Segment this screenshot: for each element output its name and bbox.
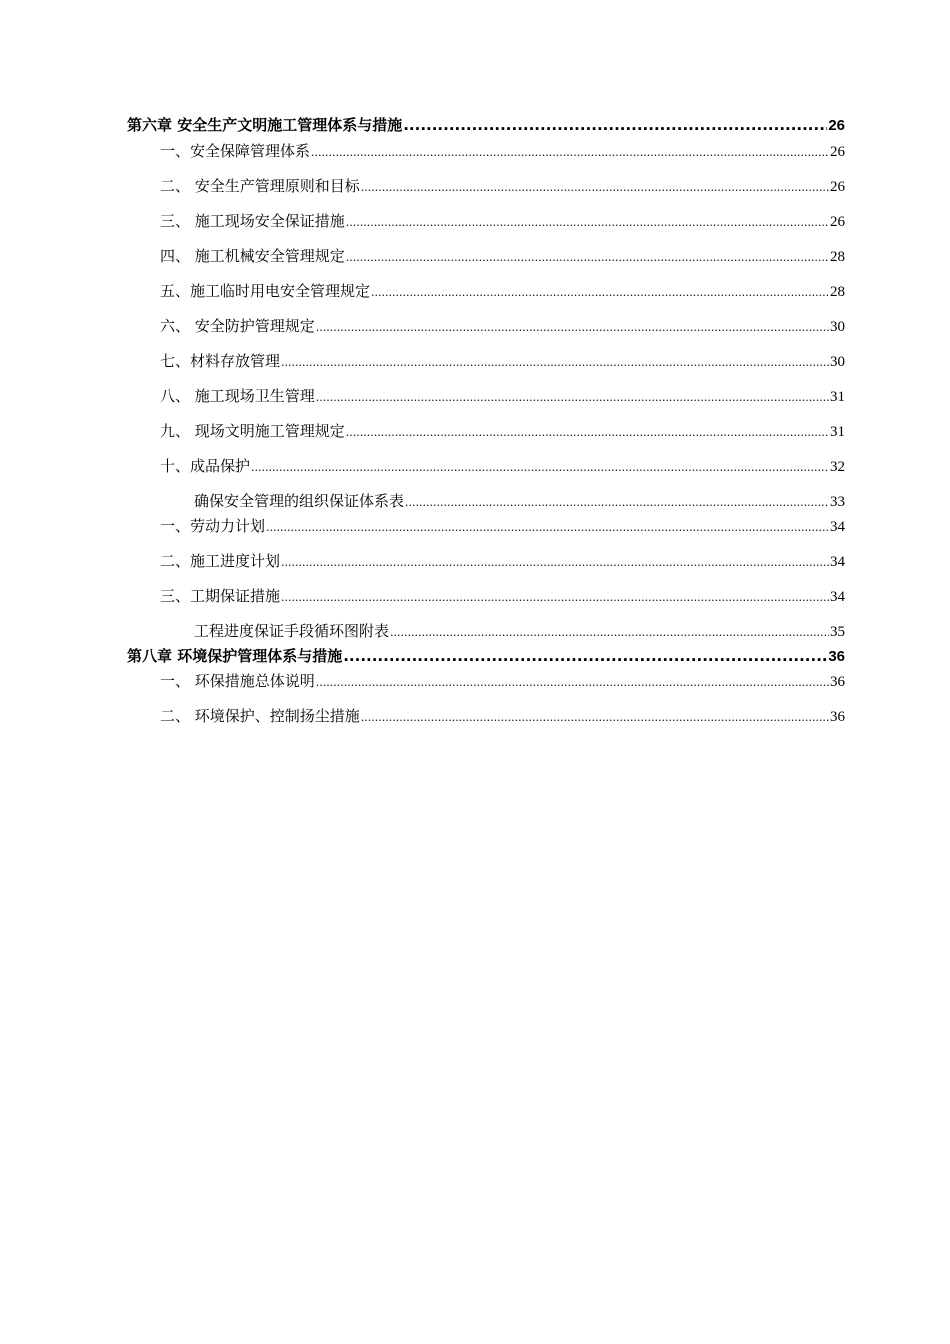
toc-entry-page: 35 (830, 624, 845, 640)
toc-entry[interactable] (160, 421, 845, 441)
toc-entry-title: 三、工期保证措施 (160, 587, 281, 605)
toc-dot-leader (361, 706, 829, 728)
toc-entry[interactable] (160, 176, 845, 196)
toc-entry[interactable] (160, 281, 845, 301)
toc-entry[interactable] (194, 621, 845, 641)
toc-entry-page: 36 (830, 709, 845, 725)
toc-dot-leader (281, 551, 829, 573)
toc-entry-page: 34 (830, 554, 845, 570)
toc-entry-title: 九、 现场文明施工管理规定 (160, 422, 345, 440)
toc-dot-leader (316, 671, 829, 693)
toc-entry[interactable] (160, 246, 845, 266)
toc-entry-title: 一、安全保障管理体系 (160, 142, 311, 160)
toc-entry[interactable] (127, 115, 845, 135)
toc-entry-page: 26 (830, 144, 845, 160)
toc-entry[interactable] (160, 586, 845, 606)
toc-entry-page: 33 (830, 494, 845, 510)
toc-entry[interactable] (160, 386, 845, 406)
toc-dot-leader (251, 456, 829, 478)
toc-entry[interactable] (160, 351, 845, 371)
toc-dot-leader (403, 115, 827, 135)
toc-entry-title: 一、劳动力计划 (160, 517, 266, 535)
toc-entry-page: 30 (830, 354, 845, 370)
toc-dot-leader (316, 386, 829, 408)
toc-entry-title: 五、施工临时用电安全管理规定 (160, 282, 371, 300)
toc-entry-title: 二、 环境保护、控制扬尘措施 (160, 707, 360, 725)
toc-entry-title: 八、 施工现场卫生管理 (160, 387, 315, 405)
toc-entry-page: 36 (830, 674, 845, 690)
toc-entry-page: 28 (830, 284, 845, 300)
toc-entry-title: 第六章 安全生产文明施工管理体系与措施 (127, 116, 403, 134)
toc-dot-leader (346, 211, 829, 233)
toc-entry[interactable] (160, 211, 845, 231)
toc-entry-title: 第八章 环境保护管理体系与措施 (127, 647, 343, 665)
toc-dot-leader (371, 281, 829, 303)
toc-entry-page: 31 (830, 424, 845, 440)
toc-entry[interactable] (160, 316, 845, 336)
toc-entry[interactable] (160, 516, 845, 536)
toc-entry-title: 工程进度保证手段循环图附表 (194, 622, 390, 640)
toc-entry-title: 二、施工进度计划 (160, 552, 281, 570)
toc-dot-leader (405, 491, 829, 513)
toc-entry-title: 十、成品保护 (160, 457, 251, 475)
toc-entry-page: 28 (830, 249, 845, 265)
toc-dot-leader (343, 646, 827, 666)
toc-entry[interactable] (160, 551, 845, 571)
toc-entry-page: 26 (830, 214, 845, 230)
toc-entry-page: 26 (828, 117, 845, 134)
toc-entry-title: 三、 施工现场安全保证措施 (160, 212, 345, 230)
toc-dot-leader (361, 176, 829, 198)
toc-entry-page: 36 (828, 648, 845, 665)
toc-entry[interactable] (160, 141, 845, 161)
toc-entry[interactable] (160, 456, 845, 476)
toc-dot-leader (346, 421, 829, 443)
toc-dot-leader (266, 516, 829, 538)
toc-dot-leader (316, 316, 829, 338)
toc-entry-page: 34 (830, 589, 845, 605)
toc-entry-page: 31 (830, 389, 845, 405)
toc-entry[interactable] (127, 646, 845, 666)
toc-entry-title: 六、 安全防护管理规定 (160, 317, 315, 335)
toc-entry-page: 30 (830, 319, 845, 335)
toc-entry[interactable] (160, 706, 845, 726)
toc-entry-title: 一、 环保措施总体说明 (160, 672, 315, 690)
toc-dot-leader (390, 621, 829, 643)
toc-dot-leader (281, 586, 829, 608)
toc-entry[interactable] (160, 671, 845, 691)
toc-entry-page: 26 (830, 179, 845, 195)
toc-entry-page: 34 (830, 519, 845, 535)
toc-dot-leader (311, 141, 829, 163)
toc-dot-leader (346, 246, 829, 268)
toc-entry-page: 32 (830, 459, 845, 475)
toc-entry-title: 二、 安全生产管理原则和目标 (160, 177, 360, 195)
toc-dot-leader (281, 351, 829, 373)
toc-entry-title: 确保安全管理的组织保证体系表 (194, 492, 405, 510)
toc-entry-title: 七、材料存放管理 (160, 352, 281, 370)
toc-entry[interactable] (194, 491, 845, 511)
toc-entry-title: 四、 施工机械安全管理规定 (160, 247, 345, 265)
